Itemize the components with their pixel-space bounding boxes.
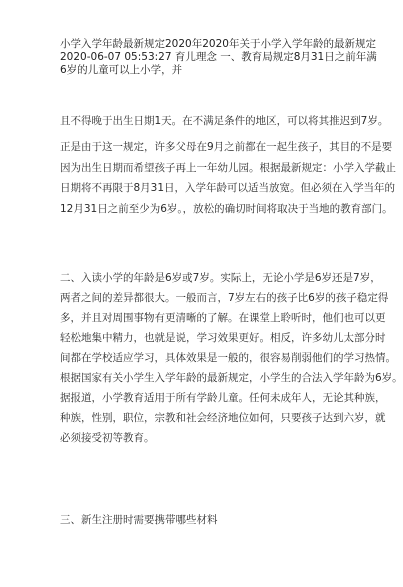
section-heading-line: 三、新生注册时需要携带哪些材料 [60, 514, 218, 526]
text-line: 间都在学校适应学习，具体效果是一般的，很容易削弱他们的学习热情。 [60, 352, 396, 364]
text-line: 两者之间的差异都很大。一般而言，7岁左右的孩子比6岁的孩子稳定得 [60, 292, 389, 304]
text-line: 正是由于这一规定，许多父母在9月之前都在一起生孩子，其目的不是要 [60, 141, 393, 153]
header-date-line: 2020-06-07 05:53:27 育儿理念 一、教育局规定8月31日之前年满 [60, 51, 377, 63]
paragraph-section-two [60, 268, 403, 448]
text-line: 且不得晚于出生日期1天。在不满足条件的地区，可以将其推迟到7岁。 [60, 115, 389, 127]
paragraph-new-rules [60, 137, 396, 219]
text-line: 多，并且对周围事物有更清晰的了解。在课堂上聆听时，他们也可以更 [60, 312, 386, 324]
text-line: 12月31日之前至少为6岁。，放松的确切时间将取决于当地的教育部门。 [60, 202, 393, 215]
document-header [60, 38, 377, 77]
header-continuation-line: 6岁的儿童可以上小学，并 [60, 64, 183, 76]
paragraph-section-three [60, 513, 360, 528]
text-line: 根据国家有关小学生入学年龄的最新规定，小学生的合法入学年龄为6岁。 [60, 372, 403, 384]
section-heading-line: 二、入读小学的年龄是6岁或7岁。实际上，无论小学是6岁还是7岁， [60, 272, 381, 284]
text-line: 因为出生日期而希望孩子再上一年幼儿园。根据最新规定：小学入学截止 [60, 161, 396, 174]
header-title-line: 小学入学年龄最新规定2020年2020年关于小学入学年龄的最新规定 [60, 38, 376, 50]
text-line: 日期将不再限于8月31日，入学年龄可以适当放宽。但必须在入学当年的 [60, 182, 396, 194]
text-line: 据报道，小学教育适用于所有学龄儿童。任何未成年人，无论其种族， [60, 392, 386, 404]
text-line: 必须接受初等教育。 [60, 432, 155, 444]
paragraph-age-limit [60, 114, 389, 129]
text-line: 轻松地集中精力，也就是说，学习效果更好。相反，许多幼儿太部分时 [60, 332, 386, 344]
text-line: 种族，性别，职位，宗教和社会经济地位如何，只要孩子达到六岁，就 [60, 412, 386, 424]
